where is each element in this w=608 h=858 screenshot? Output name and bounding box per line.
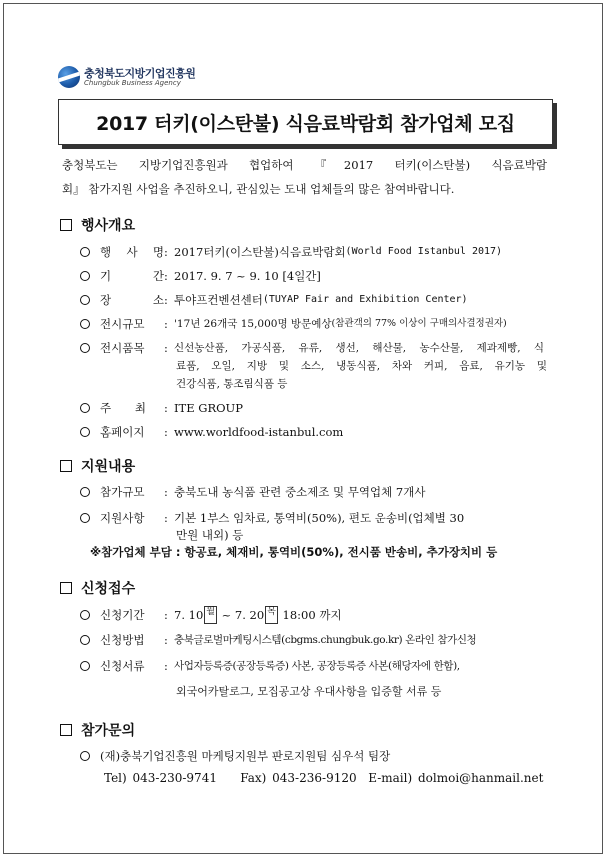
application-method-value: 충북글로벌마케팅시스템(cbgms.chungbuk.go.kr) 온라인 참가신청 <box>174 634 477 646</box>
items-line-3: 건강식품, 통조림식품 등 <box>176 378 288 390</box>
scale-note: (참관객의 77% 이상이 구매의사결정권자) <box>331 318 507 329</box>
overview-host-row: 주 최 : ITE GROUP <box>80 399 243 417</box>
venue-value-en: (TUYAP Fair and Exhibition Center) <box>262 294 468 305</box>
scale-value: '17년 26개국 15,000명 방문예상 <box>174 318 332 330</box>
overview-items-row: 전시품목 : 신선농산품, 가공식품, 유류, 생선, 해산물, 농수산물, 제과제빵, 식 <box>80 339 544 357</box>
event-value-en: (World Food Istanbul 2017) <box>345 246 503 257</box>
support-burden-note: ※참가업체 부담 : 항공료, 체재비, 통역비(50%), 전시품 반송비, 추가장치비 등 <box>90 545 498 559</box>
circle-bullet-icon <box>80 271 90 281</box>
period-value: 2017. 9. 7 ~ 9. 10 [4일간] <box>174 269 321 283</box>
circle-bullet-icon <box>80 319 90 329</box>
venue-label: 장 소 <box>100 293 164 307</box>
venue-value: 투야프컨벤션센터 <box>174 293 263 307</box>
logo-korean-name: 충청북도지방기업진흥원 <box>84 66 196 80</box>
application-period-time: 18:00 까지 <box>278 608 342 622</box>
section-heading-inquiry <box>60 720 135 740</box>
square-bullet-icon <box>60 460 72 472</box>
support-scale-value: 충북도내 농식품 관련 중소제조 및 무역업체 7개사 <box>174 485 426 499</box>
title-box <box>58 99 553 145</box>
document-title: 2017 터키(이스탄불) 식음료박람회 참가업체 모집 <box>96 112 515 135</box>
items-line-1: 신선농산품, 가공식품, 유류, 생선, 해산물, 농수산물, 제과제빵, 식 <box>174 342 544 354</box>
section-heading-label: 지원내용 <box>81 459 136 475</box>
application-period-row: 신청기간 : 7. 10 월 ~ 7. 20 목 18:00 까지 <box>80 606 342 624</box>
circle-bullet-icon <box>80 610 90 620</box>
application-period-start: 7. 10 <box>174 608 204 622</box>
agency-logo <box>58 66 195 88</box>
circle-bullet-icon <box>80 343 90 353</box>
overview-homepage-row: 홈페이지 : www.worldfood-istanbul.com <box>80 423 343 441</box>
section-heading-label: 신청접수 <box>81 581 136 597</box>
circle-bullet-icon <box>80 247 90 257</box>
application-period-label: 신청기간 <box>100 608 145 622</box>
homepage-link[interactable]: www.worldfood-istanbul.com <box>174 425 344 439</box>
section-heading-support <box>60 456 135 476</box>
application-method-row: 신청방법 : 충북글로벌마케팅시스템(cbgms.chungbuk.go.kr) 온라인 참가신청 <box>80 631 476 649</box>
application-method-label: 신청방법 <box>100 633 145 647</box>
support-scale-label: 참가규모 <box>100 485 145 499</box>
event-label: 행 사 명 <box>100 245 164 259</box>
intro-paragraph <box>62 153 547 201</box>
square-bullet-icon <box>60 724 72 736</box>
application-docs-row: 신청서류 : 사업자등록증(공장등록증) 사본, 공장등록증 사본(해당자에 한함), <box>80 657 460 675</box>
square-bullet-icon <box>60 219 72 231</box>
logo-english-name: Chungbuk Business Agency <box>84 78 181 87</box>
circle-bullet-icon <box>80 751 90 761</box>
overview-event-row: 행 사 명 : 2017터키(이스탄불)식음료박람회 (World Food Istanbul 2017) <box>80 243 502 261</box>
items-label: 전시품목 <box>100 341 145 355</box>
square-bullet-icon <box>60 582 72 594</box>
application-docs-line-1: 사업자등록증(공장등록증) 사본, 공장등록증 사본(해당자에 한함), <box>174 660 460 672</box>
overview-period-row: 기 간 : 2017. 9. 7 ~ 9. 10 [4일간] <box>80 267 321 285</box>
overview-venue-row: 장 소 : 투야프컨벤션센터 (TUYAP Fair and Exhibition Center) <box>80 291 468 309</box>
inquiry-org-row <box>80 747 390 765</box>
circle-bullet-icon <box>80 635 90 645</box>
period-label: 기 간 <box>100 269 164 283</box>
support-detail-value-2: 만원 내외) 등 <box>176 528 244 542</box>
event-value: 2017터키(이스탄불)식음료박람회 <box>174 245 346 259</box>
section-heading-label: 참가문의 <box>81 723 136 739</box>
circle-bullet-icon <box>80 427 90 437</box>
circle-bullet-icon <box>80 661 90 671</box>
agency-logo-icon <box>58 66 80 88</box>
logo-text <box>84 68 195 87</box>
intro-line-1: 충청북도는 지방기업진흥원과 협업하여 『2017 터키(이스탄불) 식음료박람 <box>62 158 547 172</box>
intro-line-2: 회』 참가지원 사업을 추진하오니, 관심있는 도내 업체들의 많은 참여바랍니다. <box>62 182 455 196</box>
application-docs-line-2: 외국어카탈로그, 모집공고상 우대사항을 입증할 서류 등 <box>176 685 442 698</box>
support-scale-row: 참가규모 : 충북도내 농식품 관련 중소제조 및 무역업체 7개사 <box>80 483 425 501</box>
weekday-box-end: 목 <box>265 606 278 624</box>
circle-bullet-icon <box>80 487 90 497</box>
section-heading-overview <box>60 215 135 235</box>
host-value: ITE GROUP <box>174 401 243 415</box>
application-period-end: ~ 7. 20 <box>217 608 265 622</box>
inquiry-org: (재)충북기업진흥원 마케팅지원부 판로지원팀 심우석 팀장 <box>100 749 391 763</box>
scale-label: 전시규모 <box>100 317 145 331</box>
inquiry-contact: Tel) 043-230-9741 Fax) 043-236-9120 E-mail) dolmoi@hanmail.net <box>104 771 544 785</box>
section-heading-application <box>60 578 135 598</box>
homepage-label: 홈페이지 <box>100 425 145 439</box>
host-label: 주 최 <box>100 401 146 415</box>
overview-scale-row: 전시규모 : '17년 26개국 15,000명 방문예상 (참관객의 77% 이상이 구매의사결정권자) <box>80 315 507 333</box>
support-detail-row: 지원사항 : 기본 1부스 임차료, 통역비(50%), 편도 운송비(업체별 30 <box>80 509 464 527</box>
weekday-box-start: 월 <box>204 606 217 624</box>
support-detail-label: 지원사항 <box>100 511 145 525</box>
circle-bullet-icon <box>80 295 90 305</box>
circle-bullet-icon <box>80 403 90 413</box>
support-detail-value: 기본 1부스 임차료, 통역비(50%), 편도 운송비(업체별 30 <box>174 511 465 525</box>
items-line-2: 료품, 오일, 지방 및 소스, 냉동식품, 차와 커피, 음료, 유기농 및 <box>176 360 547 372</box>
section-heading-label: 행사개요 <box>81 218 136 234</box>
circle-bullet-icon <box>80 513 90 523</box>
application-docs-label: 신청서류 <box>100 659 145 673</box>
